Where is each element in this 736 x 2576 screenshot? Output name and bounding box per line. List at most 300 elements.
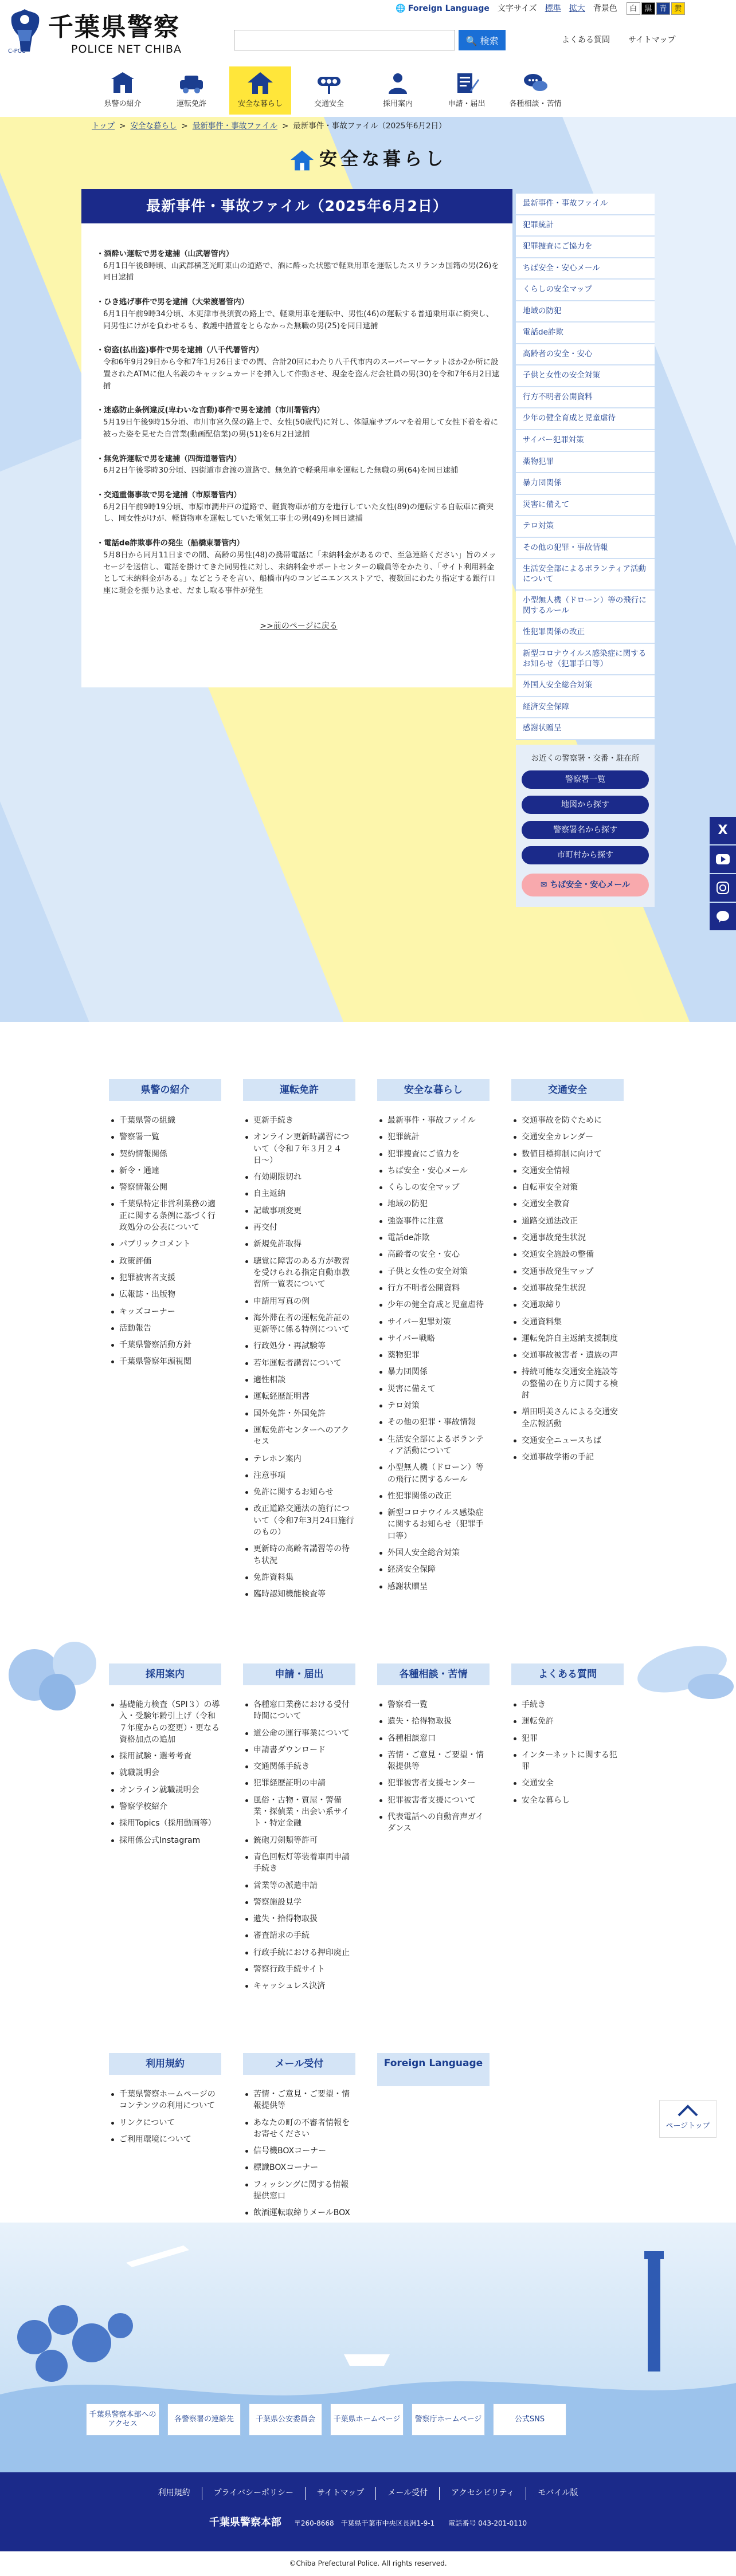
- sitemap-link[interactable]: 飲酒運転取締りメールBOX: [243, 2207, 355, 2219]
- sitemap-link[interactable]: 代表電話への自動音声ガイダンス: [377, 1811, 490, 1835]
- sitemap-link[interactable]: 契約情報関係: [109, 1149, 221, 1160]
- sitemap-link[interactable]: 採用試験・選考考査: [109, 1751, 221, 1762]
- article: [81, 189, 512, 687]
- sitemap-link[interactable]: 運転免許: [511, 1716, 624, 1727]
- side-menu-item[interactable]: テロ対策: [516, 516, 655, 538]
- breadcrumb-current: 最新事件・事故ファイル（2025年6月2日）: [293, 121, 447, 131]
- sitemap-list: [243, 1699, 355, 1992]
- sitemap-link[interactable]: 新型コロナウイルス感染症に関するお知らせ（犯罪手口等）: [377, 1507, 490, 1542]
- sitemap-link[interactable]: 道路交通法改正: [511, 1216, 624, 1227]
- incident-item: [96, 538, 501, 597]
- sitemap-link[interactable]: 国外免許・外国免許: [243, 1408, 355, 1419]
- footer-link-public-safety-commission[interactable]: 千葉県公安委員会: [249, 2404, 322, 2436]
- side-menu-item[interactable]: 感謝状贈呈: [516, 718, 655, 740]
- incident-item: [96, 454, 501, 477]
- sitemap-link[interactable]: 採用Topics（採用動画等）: [109, 1818, 221, 1829]
- sitemap-link[interactable]: リンクについて: [109, 2117, 221, 2129]
- sitemap-link[interactable]: 標識BOXコーナー: [243, 2162, 355, 2173]
- sitemap-link[interactable]: 適性相談: [243, 1374, 355, 1386]
- site-header: [0, 0, 736, 68]
- side-menu-item[interactable]: 生活安全部によるボランティア活動について: [516, 559, 655, 591]
- sitemap-list: [109, 1115, 221, 1368]
- sitemap-link[interactable]: 安全な暮らし: [511, 1795, 624, 1806]
- font-size-label: 文字サイズ: [497, 3, 537, 13]
- sitemap-link[interactable]: 犯罪捜査にご協力を: [377, 1149, 490, 1160]
- gnav-label: 採用案内: [382, 100, 413, 108]
- back-link-wrap: [96, 620, 501, 633]
- youtube-icon[interactable]: [710, 845, 736, 873]
- sitemap-link[interactable]: 災害に備えて: [377, 1383, 490, 1395]
- side-menu-item[interactable]: くらしの安全マップ: [516, 280, 655, 301]
- footer-link-station-contacts[interactable]: 各警察署の連絡先: [167, 2404, 241, 2436]
- sitemap-link[interactable]: その他の犯罪・事故情報: [377, 1417, 490, 1428]
- sitemap-link[interactable]: テレホン案内: [243, 1453, 355, 1465]
- sitemap-link[interactable]: 行方不明者公開資料: [377, 1283, 490, 1294]
- side-menu-item[interactable]: ちば安全・安心メール: [516, 258, 655, 280]
- gnav-item-consultation[interactable]: [504, 66, 566, 115]
- sitemap-heading[interactable]: メール受付: [243, 2053, 355, 2075]
- traffic-light-icon: [315, 71, 343, 95]
- sitemap-link[interactable]: 強盗事件に注意: [377, 1216, 490, 1227]
- sitemap-link[interactable]: 再交付: [243, 1222, 355, 1233]
- footer-illustration: [0, 2223, 736, 2480]
- sitemap-link[interactable]: 銃砲刀剣類等許可: [243, 1835, 355, 1846]
- sitemap-list: [377, 1699, 490, 1835]
- sitemap-link[interactable]: 免許に関するお知らせ: [243, 1486, 355, 1498]
- sitemap-link[interactable]: 数値目標抑制に向けて: [511, 1149, 624, 1160]
- logo-sub-text: POLICE NET CHIBA: [71, 43, 182, 56]
- side-menu-item[interactable]: 行方不明者公開資料: [516, 387, 655, 409]
- incident-text: 6月2日午前9時19分頃、市原市潤井戸の道路で、軽貨物車が前方を進行していた女性(89)の運転する自転車に衝突し、同女性がけが、軽貨物車を運転していた電気工事士の男(49)を同日逮捕: [103, 502, 494, 524]
- sitemap-column: [243, 2053, 355, 2224]
- gnav-label: 安全な暮らし: [237, 100, 283, 108]
- side-menu-item[interactable]: 小型無人機（ドローン）等の飛行に関するルール: [516, 591, 655, 622]
- page-top-label: ページトップ: [665, 2122, 710, 2131]
- header-links: [562, 34, 675, 47]
- breadcrumb-safe-living[interactable]: 安全な暮らし: [130, 121, 177, 131]
- sitemap-link[interactable]: 苦情・ご意見・ご要望・情報提供等: [377, 1749, 490, 1773]
- sitemap-list: [377, 1115, 490, 1592]
- sitemap-heading[interactable]: Foreign Language: [377, 2053, 490, 2086]
- sitemap-link[interactable]: 活動報告: [109, 1323, 221, 1334]
- incident-heading: ・電話de詐欺事件の発生（船橋東署管内）: [96, 539, 244, 548]
- sitemap-column: [243, 1663, 355, 1997]
- consultation-icon: [522, 71, 549, 95]
- gnav-item-driver-license[interactable]: [160, 66, 222, 115]
- side-menu-item[interactable]: 子供と女性の安全対策: [516, 365, 655, 387]
- sitemap-link[interactable]: パブリックコメント: [109, 1238, 221, 1250]
- side-menu-item[interactable]: 薬物犯罪: [516, 452, 655, 474]
- sitemap-link[interactable]: 犯罪被害者支援センター: [377, 1777, 490, 1789]
- bg-yellow-button[interactable]: 黄: [671, 2, 685, 15]
- sitemap-link[interactable]: 外国人安全総合対策: [377, 1547, 490, 1559]
- sitemap-list: [511, 1699, 624, 1806]
- side-menu-item[interactable]: 地域の防犯: [516, 301, 655, 323]
- sitemap-link[interactable]: 運転免許自主返納支援制度: [511, 1333, 624, 1344]
- sitemap-link[interactable]: 高齢者の安全・安心: [377, 1249, 490, 1260]
- sitemap-link[interactable]: 各種相談窓口: [377, 1733, 490, 1744]
- sitemap-link[interactable]: 海外滞在者の運転免許証の更新等に係る特例について: [243, 1312, 355, 1336]
- sitemap-link[interactable]: 警察施設見学: [243, 1897, 355, 1908]
- sitemap-heading[interactable]: 安全な暮らし: [377, 1079, 490, 1101]
- sitemap-link[interactable]: 交通事故発生状況: [511, 1232, 624, 1244]
- search-icon: 🔍: [465, 35, 477, 46]
- search-button-label: 検索: [480, 35, 499, 46]
- sitemap-link[interactable]: 子供と女性の安全対策: [377, 1266, 490, 1277]
- sitemap-link[interactable]: 運転経歴証明書: [243, 1391, 355, 1402]
- sitemap-link[interactable]: 最新事件・事故ファイル: [377, 1115, 490, 1126]
- back-link[interactable]: >>前のページに戻る: [260, 621, 338, 631]
- sitemap-link[interactable]: 地域の防犯: [377, 1198, 490, 1210]
- sitemap-link[interactable]: 交通安全カレンダー: [511, 1131, 624, 1143]
- sitemap-heading[interactable]: 運転免許: [243, 1079, 355, 1101]
- sitemap-link[interactable]: 行政手続における押印廃止: [243, 1947, 355, 1958]
- sitemap-heading[interactable]: よくある質問: [511, 1663, 624, 1685]
- sitemap-link[interactable]: 青色回転灯等装着車両申請手続き: [243, 1851, 355, 1875]
- footer-link-buttons: [86, 2404, 566, 2436]
- sitemap-link[interactable]: 聴覚に障害のある方が教習を受けられる指定自動車教習所一覧表について: [243, 1256, 355, 1291]
- sitemap-link[interactable]: 交通安全情報: [511, 1165, 624, 1177]
- site-logo[interactable]: [7, 7, 225, 58]
- incident-item: [96, 405, 501, 441]
- incident-text: 5月19日午後9時15分頃、市川市宮久保の路上で、女性(50歳代)に対し、体隠雇サブルマを着用して女性下着を着に被った姿を見せた自営業(動画配信業)の男(51)を6月2日逮捕: [103, 418, 498, 439]
- side-menu-item[interactable]: サイバー犯罪対策: [516, 430, 655, 452]
- sitemap-column: [511, 1079, 624, 1469]
- side-menu-item[interactable]: 電話de詐欺: [516, 323, 655, 344]
- article-title: 最新事件・事故ファイル（2025年6月2日）: [81, 189, 512, 223]
- footer-link-chiba-pref[interactable]: 千葉県ホームページ: [330, 2404, 404, 2436]
- gnav-item-recruit[interactable]: [367, 66, 429, 115]
- breadcrumb-latest-file[interactable]: 最新事件・事故ファイル: [192, 121, 277, 131]
- sitemap-link[interactable]: 政策評価: [109, 1256, 221, 1267]
- sitemap-link[interactable]: 警察情報公開: [109, 1182, 221, 1193]
- sitemap-link[interactable]: 採用係公式Instagram: [109, 1835, 221, 1846]
- sitemap-link[interactable]: 各種窓口業務における受付時間について: [243, 1699, 355, 1722]
- foreign-language-link[interactable]: 🌐 Foreign Language: [396, 3, 490, 15]
- footer-nav-links: [0, 2487, 736, 2500]
- side-menu-item[interactable]: 性犯罪関係の改正: [516, 622, 655, 644]
- sitemap-column: [377, 1663, 490, 1840]
- sitemap-link[interactable]: 千葉県特定非営利業務の適正に関する条例に基づく行政処分の公表について: [109, 1198, 221, 1233]
- safe-home-icon: [289, 149, 315, 172]
- background-color-label: 背景色: [593, 3, 617, 13]
- footer-nav-accessibility[interactable]: アクセシビリティ: [440, 2487, 526, 2500]
- sitemap-link[interactable]: 交通関係手続き: [243, 1761, 355, 1772]
- footer-link-npa[interactable]: 警察庁ホームページ: [412, 2404, 485, 2436]
- landscape-illustration-icon: [0, 2223, 736, 2480]
- side-menu-item[interactable]: 災害に備えて: [516, 495, 655, 517]
- sitemap-link[interactable]: 犯罪統計: [377, 1131, 490, 1143]
- incident-text: 令和6年9月29日から令和7年1月26日までの間、合計20回にわたり八千代市内のスーパーマーケットほか2か所に設置されたATMに他人名義のキャッシュカードを挿入して作動させ、現金を盗んだ会社員の男(30)を令和7年6月2日逮捕: [103, 358, 500, 391]
- side-menu: [516, 194, 655, 907]
- peanut-illustration-icon: [625, 1635, 736, 1709]
- incident-heading: ・ひき逃げ事件で男を逮捕（大栄渡署管内）: [96, 298, 249, 307]
- bg-white-button[interactable]: 白: [627, 2, 640, 15]
- x-label: X: [718, 823, 728, 837]
- side-menu-item[interactable]: 犯罪捜査にご協力を: [516, 237, 655, 258]
- side-menu-item[interactable]: 少年の健全育成と児童虐待: [516, 408, 655, 430]
- footer-org: 千葉県警察本部: [209, 2516, 281, 2528]
- sitemap-link[interactable]: 千葉県警の組織: [109, 1115, 221, 1126]
- sitemap-link[interactable]: サイトマップ: [628, 36, 676, 45]
- station-search: [516, 745, 655, 907]
- search-input[interactable]: [234, 30, 455, 50]
- breadcrumb-home[interactable]: トップ: [92, 121, 115, 131]
- sitemap-link[interactable]: テロ対策: [377, 1400, 490, 1411]
- font-size-standard-button[interactable]: 標準: [545, 3, 561, 13]
- footer-address: [0, 2515, 736, 2531]
- sitemap-link[interactable]: 新規免許取得: [243, 1238, 355, 1250]
- sitemap-link[interactable]: 交通安全施設の整備: [511, 1249, 624, 1260]
- sitemap-link[interactable]: 改正道路交通法の施行について（令和7年3月24日施行のもの）: [243, 1503, 355, 1538]
- incident-heading: ・酒酔い運転で男を逮捕（山武署管内）: [96, 250, 234, 258]
- sitemap-link[interactable]: 広報誌・出版物: [109, 1289, 221, 1300]
- side-menu-item[interactable]: 経済安全保障: [516, 697, 655, 719]
- sitemap-link[interactable]: 交通安全: [511, 1777, 624, 1789]
- incident-item: [96, 345, 501, 392]
- mail-icon: ✉: [540, 880, 550, 890]
- sitemap-heading[interactable]: 県警の紹介: [109, 1079, 221, 1101]
- sitemap-column: [109, 1663, 221, 1851]
- sitemap-link[interactable]: オンライン就職説明会: [109, 1784, 221, 1796]
- sitemap-link[interactable]: 犯罪被害者支援: [109, 1272, 221, 1284]
- side-menu-list: [516, 194, 655, 740]
- sitemap-link[interactable]: 犯罪: [511, 1733, 624, 1744]
- sitemap-heading[interactable]: 交通安全: [511, 1079, 624, 1101]
- footer-tel: 電話番号 043-201-0110: [448, 2519, 527, 2527]
- footer-nav-privacy[interactable]: プライバシーポリシー: [202, 2487, 306, 2500]
- sitemap-link[interactable]: ちば安全・安心メール: [377, 1165, 490, 1177]
- sitemap-list: [109, 1699, 221, 1846]
- footer-addr-text: 〒260-8668 千葉県千葉市中央区長洲1-9-1: [293, 2519, 435, 2527]
- search-by-map-button[interactable]: 地図から探す: [522, 796, 649, 814]
- sitemap-link[interactable]: 千葉県警察年頭視閲: [109, 1356, 221, 1367]
- sitemap-link[interactable]: 経済安全保障: [377, 1564, 490, 1575]
- sitemap-link[interactable]: 交通事故学術の手記: [511, 1452, 624, 1463]
- police-building-icon: [109, 71, 136, 95]
- sitemap-heading[interactable]: 利用規約: [109, 2053, 221, 2075]
- sitemap-link[interactable]: 行政処分・再試験等: [243, 1340, 355, 1352]
- line-icon[interactable]: [710, 903, 736, 930]
- footer-link-hq-access[interactable]: 千葉県警察本部へのアクセス: [86, 2404, 159, 2436]
- copyright: ©Chiba Prefectural Police. All rights reserved.: [0, 2551, 736, 2576]
- footer-nav-sitemap[interactable]: サイトマップ: [306, 2487, 376, 2500]
- side-menu-item[interactable]: 高齢者の安全・安心: [516, 344, 655, 366]
- gnav-item-application[interactable]: [436, 66, 498, 115]
- sitemap-link[interactable]: 少年の健全育成と児童虐待: [377, 1299, 490, 1311]
- sitemap-link[interactable]: 警察学校紹介: [109, 1801, 221, 1812]
- sitemap-column: [511, 1663, 624, 1811]
- sitemap-link[interactable]: 就職説明会: [109, 1767, 221, 1779]
- sitemap-link[interactable]: 持続可能な交通安全施設等の整備の在り方に関する検討: [511, 1366, 624, 1401]
- sns-bar: [710, 817, 736, 931]
- sitemap-link[interactable]: 電話de詐欺: [377, 1232, 490, 1244]
- header-tools: [396, 2, 685, 15]
- incident-text: 6月1日午後8時頃、山武郡横芝光町東山の道路で、酒に酔った状態で軽乗用車を運転したスリランカ国籍の男(26)を同日逮捕: [103, 261, 499, 282]
- driver-license-icon: [178, 71, 205, 95]
- footer-nav: [0, 2472, 736, 2551]
- search-button[interactable]: [459, 30, 506, 50]
- incident-item: [96, 297, 501, 332]
- search-by-station-name-button[interactable]: 警察署名から探す: [522, 821, 649, 839]
- article-body: [81, 223, 512, 633]
- sitemap-link[interactable]: 遺失・拾得物取扱: [377, 1716, 490, 1727]
- sitemap-heading[interactable]: 採用案内: [109, 1663, 221, 1685]
- station-list-button[interactable]: 警察署一覧: [522, 770, 649, 789]
- footer-nav-mail[interactable]: メール受付: [376, 2487, 440, 2500]
- side-menu-item[interactable]: 最新事件・事故ファイル: [516, 194, 655, 215]
- sitemap-list: [511, 1115, 624, 1464]
- sitemap-link[interactable]: 臨時認知機能検査等: [243, 1588, 355, 1600]
- sitemap-link[interactable]: 営業等の派遣申請: [243, 1880, 355, 1891]
- sitemap-link[interactable]: ご利用環境について: [109, 2134, 221, 2145]
- sitemap-link[interactable]: 自転車安全対策: [511, 1182, 624, 1193]
- x-icon[interactable]: [710, 817, 736, 844]
- side-menu-item[interactable]: 犯罪統計: [516, 215, 655, 237]
- sitemap-link[interactable]: インターネットに関する犯罪: [511, 1749, 624, 1773]
- sitemap-heading[interactable]: 各種相談・苦情: [377, 1663, 490, 1685]
- sitemap-link[interactable]: 交通安全教育: [511, 1198, 624, 1210]
- sitemap-link[interactable]: 免許資料集: [243, 1572, 355, 1583]
- safe-home-icon: [246, 71, 274, 95]
- sitemap-column: [377, 1079, 490, 1598]
- sitemap-link[interactable]: キャッシュレス決済: [243, 1980, 355, 1992]
- gnav-label: 各種相談・苦情: [509, 100, 562, 108]
- sitemap-link[interactable]: 更新手続き: [243, 1115, 355, 1126]
- application-form-icon: [453, 71, 480, 95]
- sitemap-link[interactable]: 性犯罪関係の改正: [377, 1490, 490, 1502]
- sitemap-link[interactable]: 交通事故発生状況: [511, 1283, 624, 1294]
- search-by-city-button[interactable]: 市町村から探す: [522, 846, 649, 864]
- recruit-icon: [384, 71, 412, 95]
- sitemap-list: [109, 2089, 221, 2145]
- sitemap-link[interactable]: 生活安全部によるボランティア活動について: [377, 1434, 490, 1457]
- sitemap-link[interactable]: 手続き: [511, 1699, 624, 1710]
- sitemap-link[interactable]: 交通安全ニュースちば: [511, 1435, 624, 1446]
- sitemap-list: [243, 1115, 355, 1600]
- page-top-button[interactable]: [659, 2100, 717, 2138]
- logo-mark-text: C-PCC: [8, 48, 26, 54]
- safety-mail-button[interactable]: [522, 874, 649, 896]
- sitemap-column: [109, 2053, 221, 2150]
- sitemap-link[interactable]: 若年運転者講習について: [243, 1358, 355, 1369]
- footer-nav-mobile[interactable]: モバイル版: [538, 2488, 578, 2498]
- sitemap-column: [243, 1079, 355, 1606]
- sitemap-link[interactable]: 新令・通達: [109, 1165, 221, 1177]
- sitemap-link[interactable]: 運転免許センターへのアクセス: [243, 1425, 355, 1448]
- sitemap-link[interactable]: 更新時の高齢者講習等の待ち状況: [243, 1543, 355, 1567]
- sitemap-link[interactable]: 記載事項変更: [243, 1205, 355, 1217]
- side-menu-item[interactable]: 暴力団関係: [516, 473, 655, 495]
- chevron-up-icon: [676, 2104, 699, 2117]
- sitemap-link[interactable]: フィッシングに関する情報提供窓口: [243, 2179, 355, 2203]
- breadcrumb: トップ > 安全な暮らし > 最新事件・事故ファイル > 最新事件・事故ファイル（2025年6月2日）: [92, 121, 447, 131]
- station-search-title: お近くの警察署・交番・駐在所: [531, 753, 640, 763]
- sitemap-link[interactable]: 小型無人機（ドローン）等の飛行に関するルール: [377, 1462, 490, 1485]
- sitemap-link[interactable]: 交通事故被害者・遺族の声: [511, 1350, 624, 1361]
- sitemap-link[interactable]: くらしの安全マップ: [377, 1182, 490, 1193]
- incident-text: 6月2日午後零時30分頃、四街道市倉渡の道路で、無免許で軽乗用車を運転した無職の男(64)を同日逮捕: [103, 466, 459, 475]
- gnav-label: 交通安全: [314, 100, 344, 108]
- sitemap-link[interactable]: 申請用写真の例: [243, 1296, 355, 1307]
- footer-nav-terms[interactable]: 利用規約: [147, 2487, 202, 2500]
- sitemap-section: [0, 1022, 736, 2218]
- gnav-label: 申請・届出: [448, 100, 486, 108]
- incident-text: 5月8日から同月11日までの間、高齢の男性(48)の携帯電話に「未納料金があるので、至急連絡ください」旨のメッセージを送信し、電話を掛けてきた同男性に対し、未納料金サポートセンターの職員等をかたり、「サイト利用料金として未納料金がある。」などとうそを言い、船橋市内のコンビニエンスストアで、複数回にわたり指定する銀行口座に現金を振り込ませ、だまし取る事件が発生: [103, 550, 496, 596]
- incident-heading: ・迷惑防止条例違反(卑わいな言動)事件で男を逮捕（市川署管内）: [96, 406, 324, 415]
- sitemap-column: [109, 1079, 221, 1373]
- bg-black-button[interactable]: 黒: [641, 2, 655, 15]
- gnav-item-police-intro[interactable]: [92, 66, 154, 115]
- instagram-icon[interactable]: [710, 874, 736, 902]
- safety-mail-label: ちば安全・安心メール: [550, 880, 631, 890]
- sitemap-link[interactable]: 道公命の運行事業について: [243, 1728, 355, 1739]
- sitemap-link[interactable]: 犯罪被害者支援について: [377, 1795, 490, 1806]
- sitemap-link[interactable]: 交通事故を防ぐために: [511, 1115, 624, 1126]
- incident-heading: ・交通重傷事故で男を逮捕（市原署管内）: [96, 491, 241, 500]
- sitemap-link[interactable]: 審査請求の手続: [243, 1930, 355, 1941]
- sitemap-link[interactable]: 苦情・ご意見・ご要望・情報提供等: [243, 2089, 355, 2112]
- sitemap-link[interactable]: 交通資料集: [511, 1316, 624, 1328]
- bg-blue-button[interactable]: 青: [656, 2, 670, 15]
- sitemap-link[interactable]: 警察行政手続サイト: [243, 1964, 355, 1975]
- sitemap-link[interactable]: 増田明美さんによる交通安全広報活動: [511, 1406, 624, 1430]
- side-menu-item[interactable]: その他の犯罪・事故情報: [516, 538, 655, 560]
- sitemap-column: [377, 2053, 490, 2100]
- sitemap-link[interactable]: 自主返納: [243, 1188, 355, 1199]
- gnav-label: 県警の紹介: [104, 100, 142, 108]
- sitemap-link[interactable]: 薬物犯罪: [377, 1350, 490, 1361]
- faq-link[interactable]: よくある質問: [562, 36, 610, 45]
- sitemap-link[interactable]: 風俗・古物・質屋・警備業・探偵業・出会い系サイト・特定金融: [243, 1795, 355, 1830]
- incident-text: 6月1日午前9時34分頃、木更津市長須賀の路上で、軽乗用車を運転中、男性(46)の運転する普通乗用車に衝突し、同男性にけがを負わせるも、救護中措置をとらなかった無職の男(25)を同日逮捕: [103, 309, 494, 331]
- sitemap-link[interactable]: 注意事項: [243, 1470, 355, 1481]
- footer-link-sns[interactable]: 公式SNS: [493, 2404, 566, 2436]
- incident-item: [96, 249, 501, 284]
- sitemap-link[interactable]: あなたの町の不審者情報をお寄せください: [243, 2117, 355, 2141]
- sitemap-link[interactable]: 遺失・拾得物取扱: [243, 1913, 355, 1925]
- sitemap-link[interactable]: キッズコーナー: [109, 1306, 221, 1318]
- sitemap-heading[interactable]: 申請・届出: [243, 1663, 355, 1685]
- fruit-illustration-icon: [0, 1629, 115, 1715]
- sitemap-link[interactable]: 犯罪経歴証明の申請: [243, 1777, 355, 1789]
- sitemap-link[interactable]: 千葉県警察活動方針: [109, 1339, 221, 1351]
- side-menu-item[interactable]: 新型コロナウイルス感染症に関するお知らせ（犯罪手口等）: [516, 644, 655, 675]
- sitemap-link[interactable]: 申請書ダウンロード: [243, 1744, 355, 1756]
- logo-main-text: 千葉県警察: [48, 13, 180, 42]
- page-title: [0, 145, 736, 173]
- sitemap-link[interactable]: オンライン更新時講習について（令和７年３月２４日〜）: [243, 1131, 355, 1166]
- gnav-item-traffic-safety[interactable]: [298, 66, 360, 115]
- sitemap-link[interactable]: 交通事故発生マップ: [511, 1266, 624, 1277]
- sitemap-link[interactable]: 暴力団関係: [377, 1366, 490, 1378]
- global-nav: [92, 66, 566, 115]
- sitemap-link[interactable]: 感謝状贈呈: [377, 1581, 490, 1592]
- gnav-item-safe-living[interactable]: [229, 66, 291, 115]
- sitemap-link[interactable]: 信号機BOXコーナー: [243, 2145, 355, 2157]
- font-size-large-button[interactable]: 拡大: [569, 3, 585, 13]
- sitemap-link[interactable]: 交通取締り: [511, 1299, 624, 1311]
- side-menu-item[interactable]: 外国人安全総合対策: [516, 675, 655, 697]
- sitemap-link[interactable]: 有効期限切れ: [243, 1171, 355, 1183]
- sitemap-link[interactable]: サイバー犯罪対策: [377, 1316, 490, 1328]
- sitemap-link[interactable]: 基礎能力検査（SPI３）の導入・受験年齢引上げ（令和７年度からの変更）・更なる資格加点の追加: [109, 1699, 221, 1745]
- sitemap-link[interactable]: 警察署一覧: [109, 1131, 221, 1143]
- sitemap-link[interactable]: 警察看一覧: [377, 1699, 490, 1710]
- site-search: [234, 30, 506, 50]
- sitemap-link[interactable]: サイバー戦略: [377, 1333, 490, 1344]
- sitemap-link[interactable]: 千葉県警察ホームページのコンテンツの利用について: [109, 2089, 221, 2112]
